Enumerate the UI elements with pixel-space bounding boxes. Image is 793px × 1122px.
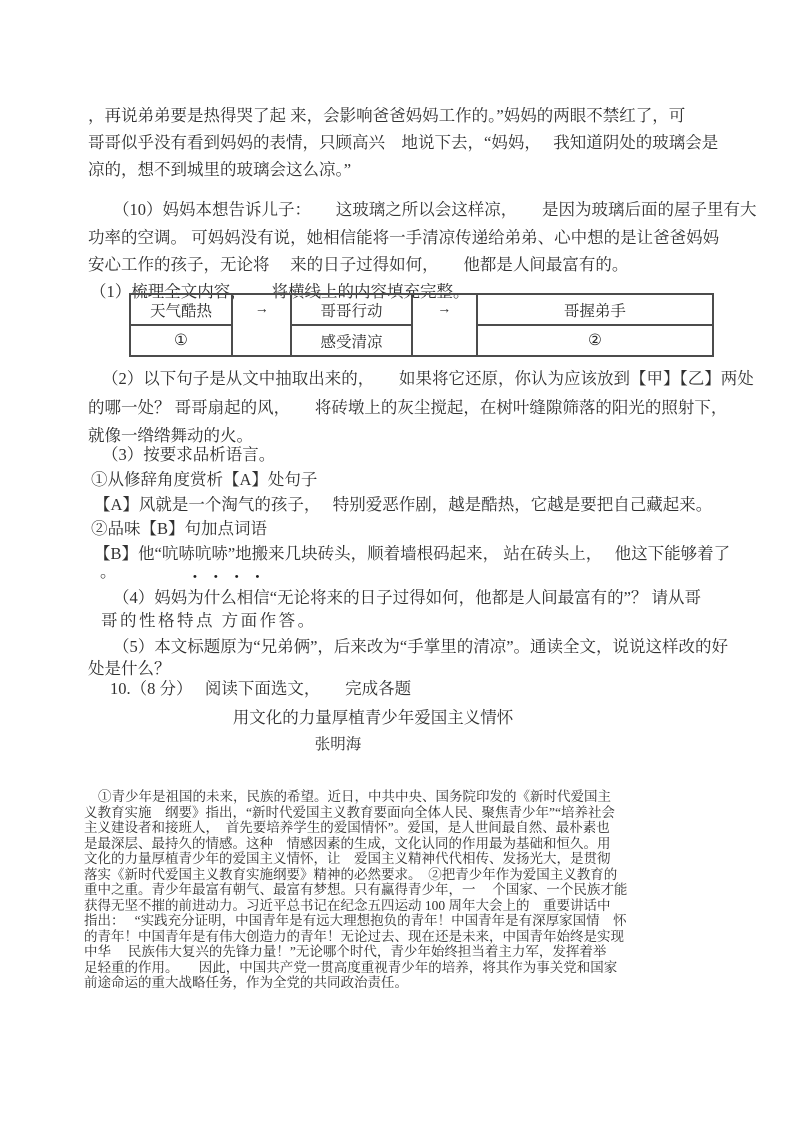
text-line: 。	[100, 562, 117, 581]
text-line: 主义建设者和接班人， 首先要培养学生的爱国情怀”。爱国，是人世间最自然、最朴素也	[84, 820, 610, 835]
text-line: （10）妈妈本想告诉儿子： 这玻璃之所以会这样凉， 是因为玻璃后面的屋子里有大	[113, 200, 757, 219]
content-flow-table	[129, 293, 714, 357]
essay-title	[88, 707, 658, 729]
text-line: 【B】他“吭哧吭哧”地搬来几块砖头，顺着墙根码起来， 站在砖头上， 他这下能够着了	[94, 544, 731, 564]
text-line: 就像一绺绺舞动的火。	[88, 426, 253, 445]
table-cell: 天气酷热	[130, 294, 232, 325]
table-cell: 感受清凉	[291, 325, 411, 356]
text-line: ①青少年是祖国的未来，民族的希望。近日，中共中央、国务院印发的《新时代爱国主	[98, 789, 611, 804]
emphasis-dots-line	[88, 571, 733, 583]
question-10-header	[88, 678, 733, 700]
text-line: ②品味【B】句加点词语	[91, 519, 268, 539]
text-line: ，再说弟弟要是热得哭了起 来，会影响爸爸妈妈工作的。”妈妈的两眼不禁红了，可	[88, 106, 686, 125]
question-2	[88, 365, 754, 451]
text-line: 义教育实施 纲要》指出，“新时代爱国主义教育要面向全体人民、聚焦青少年”“培养社会	[84, 804, 615, 820]
text-line: 安心工作的孩子，无论将 来的日子过得如何， 他都是人间最富有的。	[88, 255, 629, 274]
text-line: 哥的性格特点 方面作答。	[101, 610, 317, 630]
text-line: （5）本文标题原为“兄弟俩”，后来改为“手掌里的清凉”。通读全文，说说这样改的好	[113, 637, 729, 656]
text-line: 哥哥似乎没有看到妈妈的表情，只顾高兴 地说下去，“妈妈， 我知道阴处的玻璃会是	[88, 133, 719, 152]
essay-title-text: 用文化的力量厚植青少年爱国主义情怀	[232, 708, 514, 727]
text-line: （2）以下句子是从文中抽取出来的， 如果将它还原，你认为应该放到【甲】【乙】两处	[102, 369, 754, 388]
text-line: 处是什么？	[88, 659, 171, 678]
flow-arrow-icon: →	[232, 294, 291, 356]
text-line: 足轻重的作用。 因此，中国共产党一贯高度重视青少年的培养，将其作为事关党和国家	[84, 959, 618, 975]
text-line: 凉的，想不到城里的玻璃会这么凉。”	[88, 160, 352, 179]
question-3	[88, 443, 733, 567]
text-line: 10.（8 分） 阅读下面选文， 完成各题	[110, 679, 412, 698]
essay-author-name: 张明海	[314, 736, 362, 753]
table-cell: ②	[477, 325, 713, 356]
table-cell: 哥哥行动	[291, 294, 411, 325]
text-line: 前途命运的重大战略任务，作为全党的共同政治责任。	[84, 975, 408, 990]
text-line: （3）按要求品析语言。	[102, 445, 276, 464]
text-line: 功率的空调。 可妈妈没有说，她相信能将一手清凉传递给弟弟、心中想的是让爸爸妈妈	[88, 227, 720, 247]
text-line: 重中之重。青少年最富有朝气、最富有梦想。只有赢得青少年，一 个国家、一个民族才能	[84, 882, 628, 897]
text-line: 文化的力量厚植青少年的爱国主义情怀，让 爱国主义精神代代相传、发扬光大，是贯彻	[84, 851, 611, 866]
essay-author	[88, 735, 588, 755]
text-line: 【A】风就是一个淘气的孩子， 特别爱恶作剧，越是酷热，它越是要把自己藏起来。	[94, 494, 713, 514]
paragraph-10	[88, 196, 757, 279]
text-line: 是最深层、最持久的情感。这种 情感因素的生成，文化认同的作用最为基础和恒久。用	[84, 835, 611, 851]
question-4	[88, 587, 733, 632]
essay-body	[84, 789, 729, 991]
table-row	[130, 294, 713, 325]
emphasis-dots: • • • •	[193, 571, 263, 583]
table-cell: ①	[130, 325, 232, 356]
text-line: 中华 民族伟大复兴的先锋力量！”无论哪个时代，青少年始终担当着主力军，发挥着举	[84, 944, 607, 959]
question-5	[88, 636, 733, 680]
text-line: （1）梳理全文内容， 将横线上的内容填充完整。	[90, 282, 470, 301]
text-line: 指出： “实践充分证明，中国青年是有远大理想抱负的青年！中国青年是有深厚家国情 怀	[84, 913, 627, 928]
flow-arrow-icon: →	[412, 294, 477, 356]
text-line: 获得无坚不摧的前进动力。习近平总书记在纪念五四运动 100 周年大会上的 重要讲话中	[84, 897, 611, 913]
story-ending-paragraph	[88, 102, 733, 183]
text-line: 的哪一处？ 哥哥扇起的风， 将砖墩上的灰尘搅起，在树叶缝隙筛落的阳光的照射下，	[88, 397, 728, 417]
text-line: 落实《新时代爱国主义教育实施纲要》精神的必然要求。 ②把青少年作为爱国主义教育的	[84, 866, 618, 882]
table-cell: 哥握弟手	[477, 294, 713, 325]
text-line: ①从修辞角度赏析【A】处句子	[91, 469, 318, 489]
text-line: 的青年！中国青年是有伟大创造力的青年！无论过去、现在还是未来，中国青年始终是实现	[84, 928, 624, 944]
text-line: （4）妈妈为什么相信“无论将来的日子过得如何，他都是人间最富有的”？ 请从哥	[113, 588, 702, 607]
